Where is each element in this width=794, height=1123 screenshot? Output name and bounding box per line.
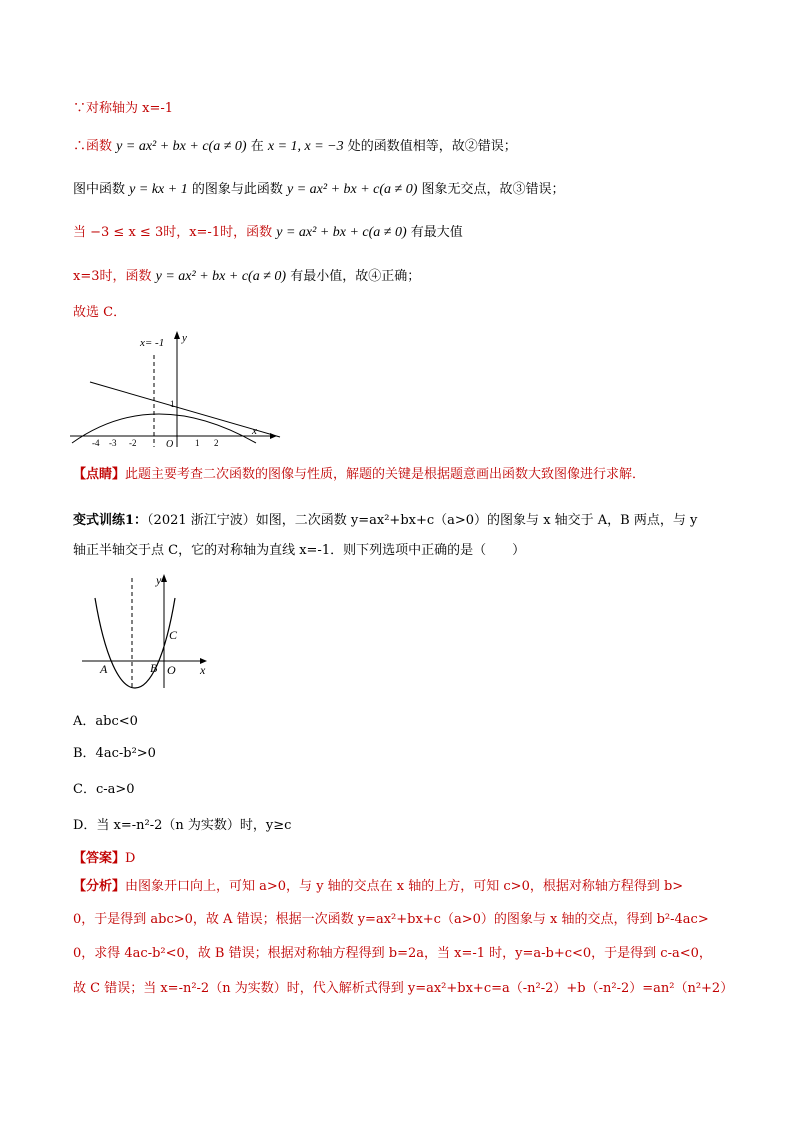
symmetry-axis-line: ∵对称轴为 x=-1 bbox=[73, 101, 174, 116]
y-axis-arrow bbox=[161, 574, 167, 582]
analysis-label: 【分析】 bbox=[73, 879, 126, 894]
dianjing-label: 【点睛】 bbox=[73, 467, 126, 482]
solution-line-4 bbox=[73, 224, 463, 242]
text: 在 bbox=[250, 139, 264, 154]
analysis-text: 由图象开口向上，可知 a>0，与 y 轴的交点在 x 轴的上方，可知 c>0，根据对称轴方程得到 b> bbox=[125, 879, 684, 894]
intercept-label: 1 bbox=[170, 399, 175, 409]
tick-label: -4 bbox=[92, 438, 100, 448]
solution-line-2 bbox=[73, 138, 517, 156]
exercise-line-1 bbox=[73, 512, 697, 530]
formula: y = ax² + bx + c(a ≠ 0) bbox=[276, 225, 407, 240]
x-axis-label: x bbox=[252, 425, 257, 437]
symmetry-label: x= -1 bbox=[140, 337, 165, 349]
origin-label: O bbox=[166, 439, 174, 450]
y-axis-label: y bbox=[156, 573, 162, 587]
y-axis-arrow bbox=[174, 331, 180, 339]
formula: y = ax² + bx + c(a ≠ 0) bbox=[287, 182, 418, 197]
dianjing-line bbox=[73, 466, 645, 484]
parabola bbox=[72, 414, 256, 443]
analysis-line-3: 0，求得 4ac-b²<0，故 B 错误；根据对称轴方程得到 b=2a，当 x=-1 时，y=a-b+c<0，于是得到 c-a<0， bbox=[73, 946, 712, 961]
text: 当 −3 ≤ x ≤ 3时，x=-1时，函数 bbox=[73, 225, 273, 240]
text: 有最小值，故④正确； bbox=[290, 269, 421, 284]
answer-line bbox=[73, 850, 135, 868]
formula: y = ax² + bx + c(a ≠ 0) bbox=[155, 269, 287, 284]
point-b-label: B bbox=[150, 661, 158, 675]
tick-label: 1 bbox=[195, 438, 200, 448]
solution-line-3 bbox=[73, 181, 565, 199]
exercise-label: 变式训练1： bbox=[73, 513, 148, 528]
option-b: B．4ac-b²>0 bbox=[73, 746, 156, 761]
tick-label: -3 bbox=[109, 438, 117, 448]
option-d: D．当 x=-n²-2（n 为实数）时，y≥c bbox=[73, 818, 292, 833]
graph-2 bbox=[80, 568, 215, 693]
analysis-line-2: 0，于是得到 abc>0，故 A 错误；根据一次函数 y=ax²+bx+c（a>0）的图象与 x 轴的交点，得到 b²-4ac> bbox=[73, 912, 709, 927]
origin-label: O bbox=[167, 663, 176, 677]
tick-label: 2 bbox=[214, 438, 219, 448]
option-a: A．abc<0 bbox=[73, 714, 138, 729]
solution-line-5 bbox=[73, 268, 420, 286]
formula: y = kx + 1 bbox=[129, 182, 188, 197]
exercise-text: （2021 浙江宁波）如图，二次函数 y=ax²+bx+c（a>0）的图象与 x 轴交于 A，B 两点，与 y bbox=[147, 513, 698, 528]
text: 有最大值 bbox=[410, 225, 463, 240]
point-c-label: C bbox=[169, 628, 178, 642]
text: 图中函数 bbox=[73, 182, 126, 197]
conclusion-line: 故选 C． bbox=[73, 305, 127, 320]
answer-label: 【答案】 bbox=[73, 851, 126, 866]
point-a-label: A bbox=[100, 662, 108, 676]
text: 处的函数值相等，故②错误； bbox=[347, 139, 517, 154]
analysis-line-1 bbox=[73, 878, 683, 896]
text: x=3时，函数 bbox=[73, 269, 152, 284]
dianjing-text: 此题主要考查二次函数的图像与性质，解题的关键是根据题意画出函数大致图像进行求解． bbox=[125, 467, 646, 482]
analysis-line-4: 故 C 错误；当 x=-n²-2（n 为实数）时，代入解析式得到 y=ax²+bx+c=a（-n²-2）+b（-n²-2）=an²（n²+2） bbox=[73, 981, 734, 996]
formula: x = 1, x = −3 bbox=[267, 139, 344, 154]
text: 的图象与此函数 bbox=[191, 182, 283, 197]
y-axis-label: y bbox=[182, 332, 187, 344]
answer-value: D bbox=[125, 851, 136, 866]
tick-label: -2 bbox=[129, 438, 137, 448]
text: 图象无交点，故③错误； bbox=[421, 182, 565, 197]
graph-1 bbox=[70, 325, 285, 450]
exercise-line-2: 轴正半轴交于点 C，它的对称轴为直线 x=-1．则下列选项中正确的是（ ） bbox=[73, 543, 526, 558]
formula: y = ax² + bx + c(a ≠ 0) bbox=[116, 139, 247, 154]
x-axis-label: x bbox=[200, 663, 206, 677]
option-c: C．c-a>0 bbox=[73, 782, 135, 797]
text: ∴函数 bbox=[73, 139, 113, 154]
